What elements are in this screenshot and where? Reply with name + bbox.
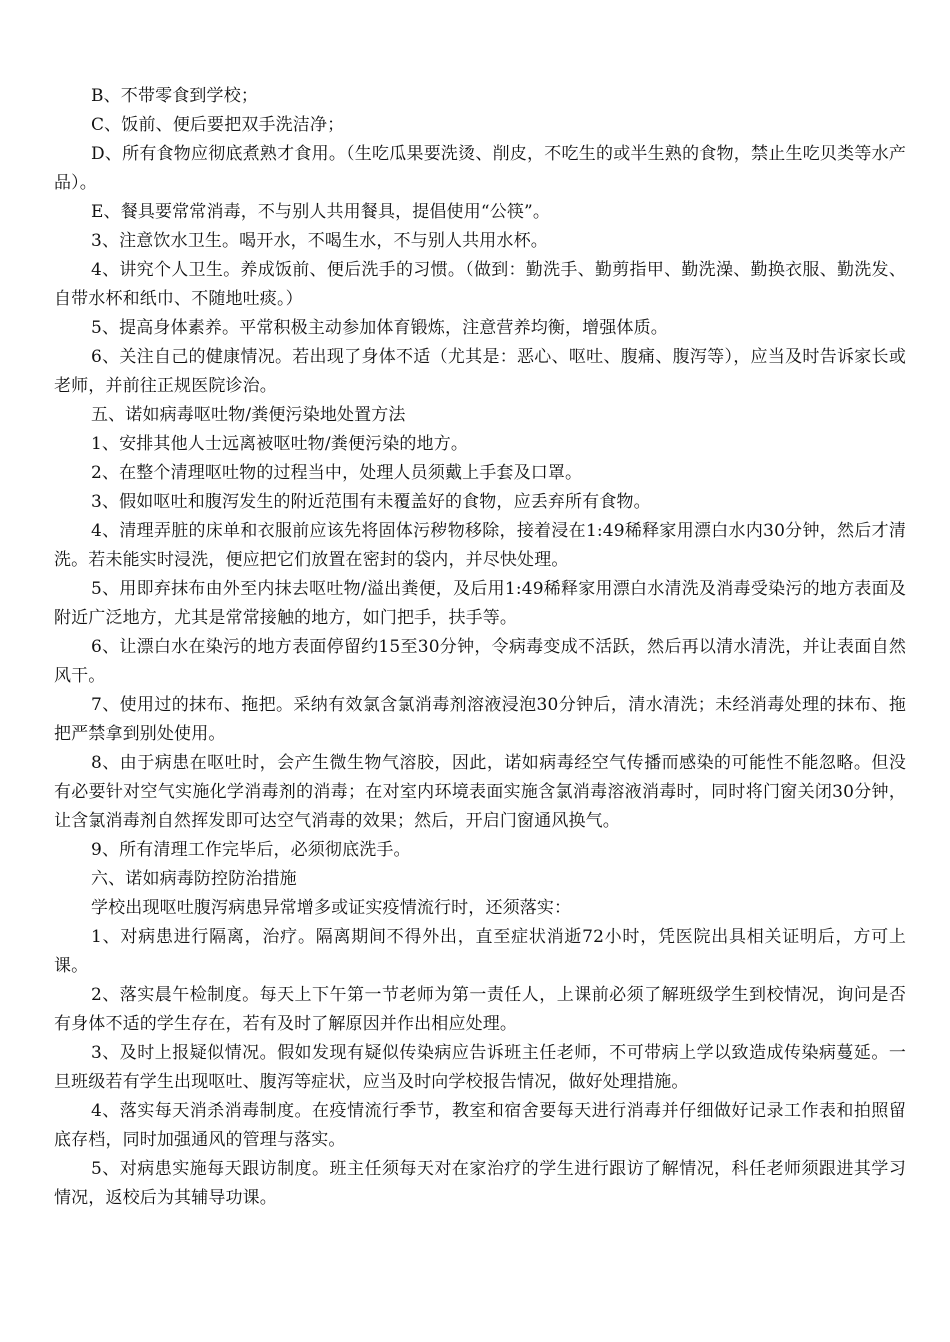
disposal-step-8: 8、由于病患在呕吐时，会产生微生物气溶胶，因此，诺如病毒经空气传播而感染的可能性不能忽略。但没有必要针对空气实施化学消毒剂的消毒；在对室内环境表面实施含氯消毒溶液消毒时，同时将门窗关闭30分钟，让含氯消毒剂自然挥发即可达空气消毒的效果；然后，开启门窗通风换气。 [54, 753, 906, 831]
disposal-step-3: 3、假如呕吐和腹泻发生的附近范围有未覆盖好的食物，应丢弃所有食物。 [91, 492, 651, 512]
prevention-measure-5: 5、对病患实施每天跟访制度。班主任须每天对在家治疗的学生进行跟访了解情况，科任老师须跟进其学习情况，返校后为其辅导功课。 [54, 1159, 906, 1208]
disposal-step-2: 2、在整个清理呕吐物的过程当中，处理人员须戴上手套及口罩。 [91, 463, 583, 483]
paragraph-5-physical-fitness: 5、提高身体素养。平常积极主动参加体育锻炼，注意营养均衡，增强体质。 [91, 318, 668, 338]
paragraph-4-personal-hygiene: 4、讲究个人卫生。养成饭前、便后洗手的习惯。（做到：勤洗手、勤剪指甲、勤洗澡、勤换衣服、勤洗发、自带水杯和纸巾、不随地吐痰。） [54, 260, 906, 309]
paragraph-e-tableware: E、餐具要常常消毒，不与别人共用餐具，提倡使用“公筷”。 [91, 202, 550, 222]
disposal-step-5: 5、用即弃抹布由外至内抹去呕吐物/溢出粪便，及后用1:49稀释家用漂白水清洗及消毒受染污的地方表面及附近广泛地方，尤其是常常接触的地方，如门把手，扶手等。 [54, 579, 906, 628]
disposal-step-6: 6、让漂白水在染污的地方表面停留约15至30分钟，令病毒变成不活跃，然后再以清水清洗，并让表面自然风干。 [54, 637, 906, 686]
document-body [54, 82, 906, 1213]
disposal-step-4: 4、清理弄脏的床单和衣服前应该先将固体污秽物移除，接着浸在1:49稀释家用漂白水内30分钟，然后才清洗。若未能实时浸洗，便应把它们放置在密封的袋内，并尽快处理。 [54, 521, 906, 570]
prevention-intro: 学校出现呕吐腹泻病患异常增多或证实疫情流行时，还须落实： [91, 898, 572, 918]
prevention-measure-2: 2、落实晨午检制度。每天上下午第一节老师为第一责任人，上课前必须了解班级学生到校情况，询问是否有身体不适的学生存在，若有及时了解原因并作出相应处理。 [54, 985, 906, 1034]
disposal-step-7: 7、使用过的抹布、拖把。采纳有效氯含氯消毒剂溶液浸泡30分钟后，清水清洗；未经消毒处理的抹布、拖把严禁拿到别处使用。 [54, 695, 906, 744]
paragraph-c-wash-hands: C、饭前、便后要把双手洗洁净； [91, 115, 345, 135]
prevention-measure-3: 3、及时上报疑似情况。假如发现有疑似传染病应告诉班主任老师，不可带病上学以致造成传染病蔓延。一旦班级若有学生出现呕吐、腹泻等症状，应当及时向学校报告情况，做好处理措施。 [54, 1043, 906, 1092]
paragraph-b-no-snacks: B、不带零食到学校； [91, 86, 258, 106]
disposal-step-9: 9、所有清理工作完毕后，必须彻底洗手。 [91, 840, 411, 860]
disposal-step-1: 1、安排其他人士远离被呕吐物/粪便污染的地方。 [91, 434, 468, 454]
prevention-measure-1: 1、对病患进行隔离，治疗。隔离期间不得外出，直至症状消逝72小时，凭医院出具相关证明后，方可上课。 [54, 927, 906, 976]
paragraph-6-health-status: 6、关注自己的健康情况。若出现了身体不适（尤其是：恶心、呕吐、腹痛、腹泻等），应当及时告诉家长或老师，并前往正规医院诊治。 [54, 347, 906, 396]
prevention-measure-4: 4、落实每天消杀消毒制度。在疫情流行季节，教室和宿舍要每天进行消毒并仔细做好记录工作表和拍照留底存档，同时加强通风的管理与落实。 [54, 1101, 906, 1150]
paragraph-3-drinking-water: 3、注意饮水卫生。喝开水，不喝生水，不与别人共用水杯。 [91, 231, 548, 251]
section-heading-5-disposal: 五、诺如病毒呕吐物/粪便污染地处置方法 [91, 405, 406, 425]
paragraph-d-cook-food: D、所有食物应彻底煮熟才食用。（生吃瓜果要洗烫、削皮，不吃生的或半生熟的食物，禁止生吃贝类等水产品）。 [54, 144, 906, 193]
section-heading-6-prevention: 六、诺如病毒防控防治措施 [91, 869, 297, 889]
